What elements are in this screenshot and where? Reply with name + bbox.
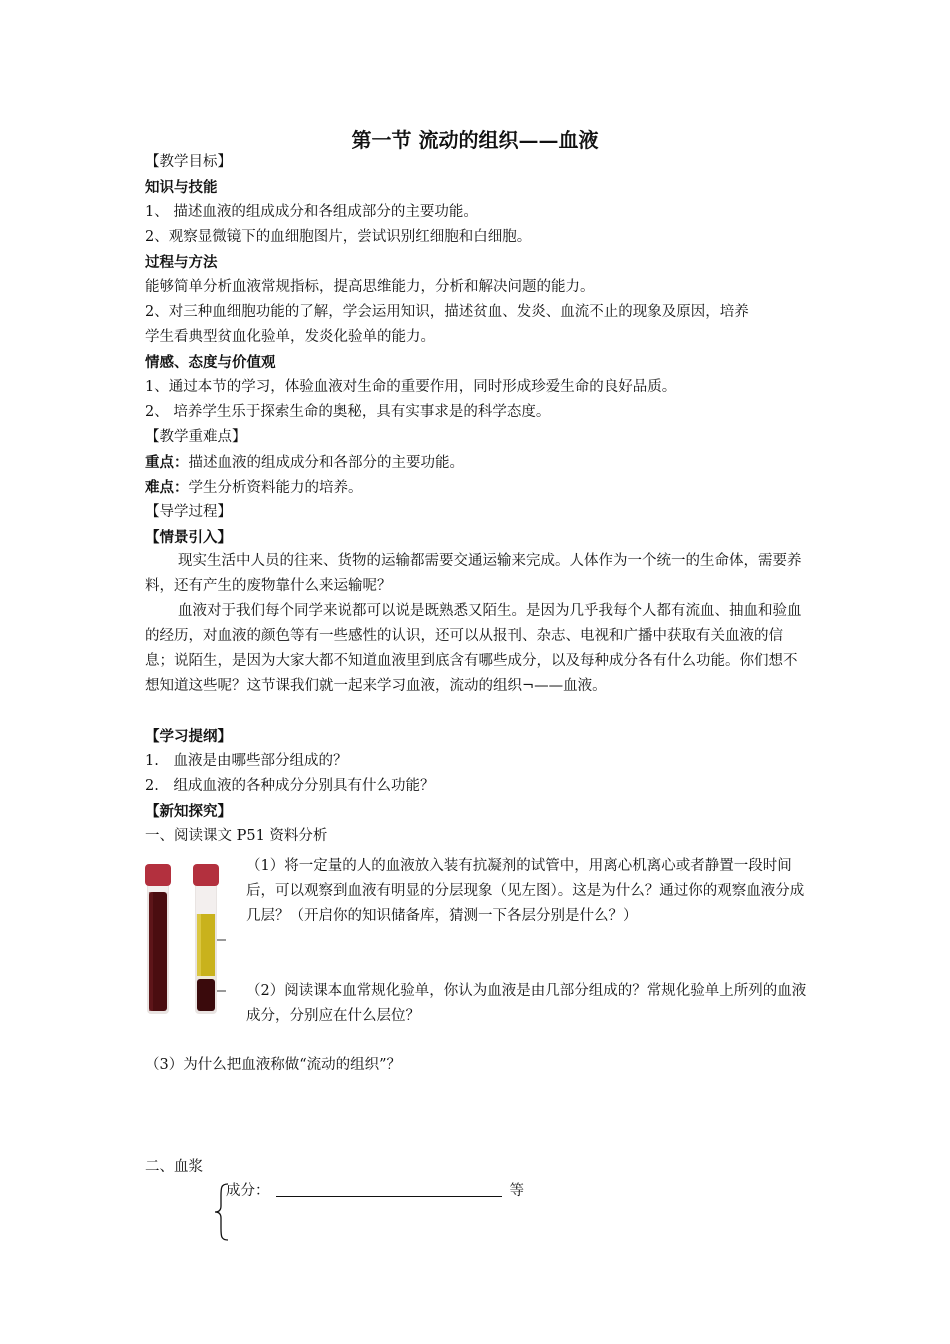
emotion-heading: 情感、态度与价值观 (145, 354, 276, 371)
difficult-point-text: 学生分析资料能力的培养。 (188, 480, 363, 496)
blood-test-tubes-image (140, 862, 236, 1018)
emotion-item-2: 2、 培养学生乐于探索生命的奥秘，具有实事求是的科学态度。 (145, 404, 551, 420)
outline-item-2 (145, 774, 815, 799)
outline-item-1 (145, 749, 815, 774)
composition-blank[interactable] (276, 1182, 502, 1197)
tube-right-buffy-coat (197, 976, 215, 979)
scene-paragraph-1: 现实生活中人员的往来、货物的运输都需要交通运输来完成。人体作为一个统一的生命体，需要养料，还有产生的废物靠什么来运输呢？ (145, 553, 802, 594)
question-2: （2）阅读课本血常规化验单，你认为血液是由几部分组成的？常规化验单上所列的血液成分，分别应在什么层位？ (246, 983, 807, 1024)
emotion-item-1: 1、通过本节的学习，体验血液对生命的重要作用，同时形成珍爱生命的良好品质。 (145, 379, 677, 395)
section-1-heading: 一、阅读课文 P51 资料分析 (145, 828, 328, 844)
knowledge-heading: 知识与技能 (145, 179, 218, 196)
section-2-heading: 二、血浆 (145, 1159, 203, 1175)
knowledge-item-1: 1、 描述血液的组成成分和各组成部分的主要功能。 (145, 204, 478, 220)
difficult-point-label: 难点： (145, 479, 189, 496)
process-line-2: 2、对三种血细胞功能的了解，学会运用知识，描述贫血、发炎、血流不止的现象及原因，培养 (145, 304, 749, 320)
explore-header: 【新知探究】 (145, 803, 232, 820)
process-heading: 过程与方法 (145, 254, 218, 271)
knowledge-item-2: 2、观察显微镜下的血细胞图片，尝试识别红细胞和白细胞。 (145, 229, 532, 245)
composition-suffix: 等 (509, 1183, 524, 1199)
outline-header: 【学习提纲】 (145, 728, 232, 745)
key-point (145, 450, 815, 476)
goals-header: 【教学目标】 (145, 154, 232, 170)
difficult-point (145, 475, 815, 501)
question-1: （1）将一定量的人的血液放入装有抗凝剂的试管中，用离心机离心或者静置一段时间后，可以观察到血液有明显的分层现象（见左图）。这是为什么？通过你的观察血液分成几层？（开启你的知识储备库，猜测一下各层分别是什么？） (246, 858, 805, 924)
page-title: 第一节 流动的组织——血液 (351, 128, 599, 152)
guide-header: 【导学过程】 (145, 504, 232, 520)
scene-header: 【情景引入】 (145, 529, 232, 546)
tube-right-cap (193, 864, 219, 886)
outline-text: 组成血液的各种成分分别具有什么功能？ (173, 778, 435, 794)
process-line-3: 学生看典型贫血化验单，发炎化验单的能力。 (145, 329, 435, 345)
tube-left-cap (145, 864, 171, 886)
key-point-text: 描述血液的组成成分和各部分的主要功能。 (188, 455, 464, 471)
outline-text: 血液是由哪些部分组成的？ (173, 753, 348, 769)
outline-number: 2. (145, 778, 159, 794)
plasma-composition (226, 1179, 626, 1204)
question-3: （3）为什么把血液称做“流动的组织”？ (145, 1057, 402, 1073)
process-line-1: 能够简单分析血液常规指标，提高思维能力，分析和解决问题的能力。 (145, 279, 595, 295)
scene-paragraph-2: 血液对于我们每个同学来说都可以说是既熟悉又陌生。是因为几乎我每个人都有流血、抽血和验血的经历，对血液的颜色等有一些感性的认识，还可以从报刊、杂志、电视和广播中获取有关血液的信息；说陌生，是因为大家大都不知道血液里到底含有哪些成分，以及每种成分各有什么功能。你们想不想知道这些呢？这节课我们就一起来学习血液，流动的组织¬——血液。 (145, 603, 802, 694)
key-points-header: 【教学重难点】 (145, 429, 247, 445)
outline-number: 1. (145, 753, 159, 769)
tube-right-cells (197, 979, 215, 1011)
key-point-label: 重点： (145, 454, 189, 471)
composition-label: 成分： (226, 1183, 270, 1199)
